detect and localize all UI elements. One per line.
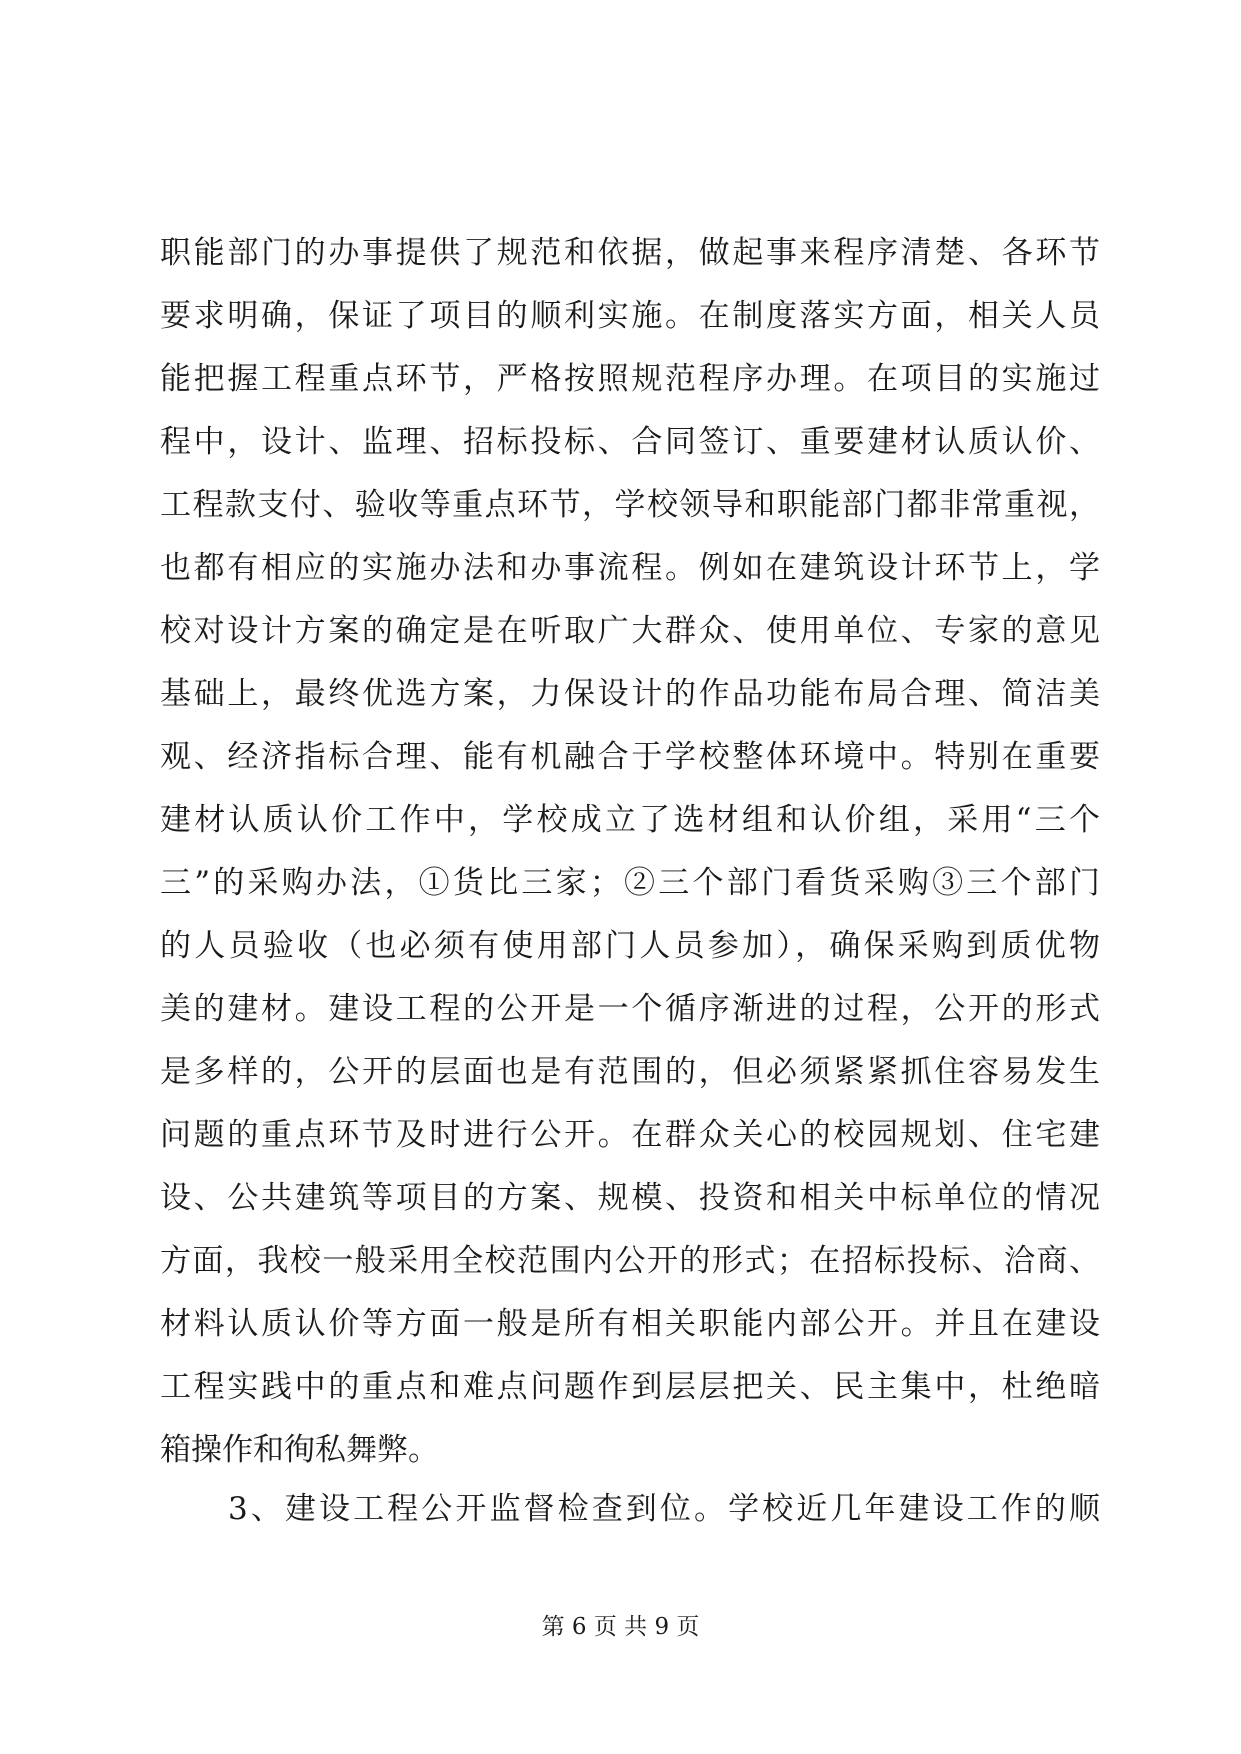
text-line: 职能部门的办事提供了规范和依据，做起事来程序清楚、各环节 — [160, 235, 1100, 271]
text-line: 美的建材。建设工程的公开是一个循序渐进的过程，公开的形式 — [160, 991, 1100, 1027]
text-line: 要求明确，保证了项目的顺利实施。在制度落实方面，相关人员 — [160, 298, 1100, 334]
text-line: 基础上，最终优选方案，力保设计的作品功能布局合理、简洁美 — [160, 676, 1100, 712]
text-line: 问题的重点环节及时进行公开。在群众关心的校园规划、住宅建 — [160, 1117, 1100, 1153]
text-line: 能把握工程重点环节，严格按照规范程序办理。在项目的实施过 — [160, 361, 1100, 397]
text-line: 的人员验收（也必须有使用部门人员参加），确保采购到质优物 — [160, 928, 1100, 964]
text-line: 材料认质认价等方面一般是所有相关职能内部公开。并且在建设 — [160, 1306, 1100, 1342]
text-line: 设、公共建筑等项目的方案、规模、投资和相关中标单位的情况 — [160, 1180, 1100, 1216]
text-line: 也都有相应的实施办法和办事流程。例如在建筑设计环节上，学 — [160, 550, 1100, 586]
text-line: 是多样的，公开的层面也是有范围的，但必须紧紧抓住容易发生 — [160, 1054, 1100, 1090]
text-line: 建材认质认价工作中，学校成立了选材组和认价组，采用“三个 — [160, 802, 1100, 838]
text-line: 校对设计方案的确定是在听取广大群众、使用单位、专家的意见 — [160, 613, 1100, 649]
text-line: 三”的采购办法，①货比三家；②三个部门看货采购③三个部门 — [160, 865, 1100, 901]
page-number-footer: 第 6 页 共 9 页 — [541, 1614, 700, 1640]
text-line: 方面，我校一般采用全校范围内公开的形式；在招标投标、洽商、 — [160, 1243, 1100, 1279]
text-line: 观、经济指标合理、能有机融合于学校整体环境中。特别在重要 — [160, 739, 1100, 775]
text-line: 3、建设工程公开监督检查到位。学校近几年建设工作的顺 — [228, 1491, 1100, 1527]
text-line: 工程实践中的重点和难点问题作到层层把关、民主集中，杜绝暗 — [160, 1369, 1100, 1405]
paragraph-1 — [160, 222, 1100, 1482]
paragraph-2 — [160, 1478, 1100, 1541]
text-line: 箱操作和徇私舞弊。 — [160, 1432, 439, 1468]
text-line: 程中，设计、监理、招标投标、合同签订、重要建材认质认价、 — [160, 424, 1100, 460]
text-line: 工程款支付、验收等重点环节，学校领导和职能部门都非常重视， — [160, 487, 1100, 523]
